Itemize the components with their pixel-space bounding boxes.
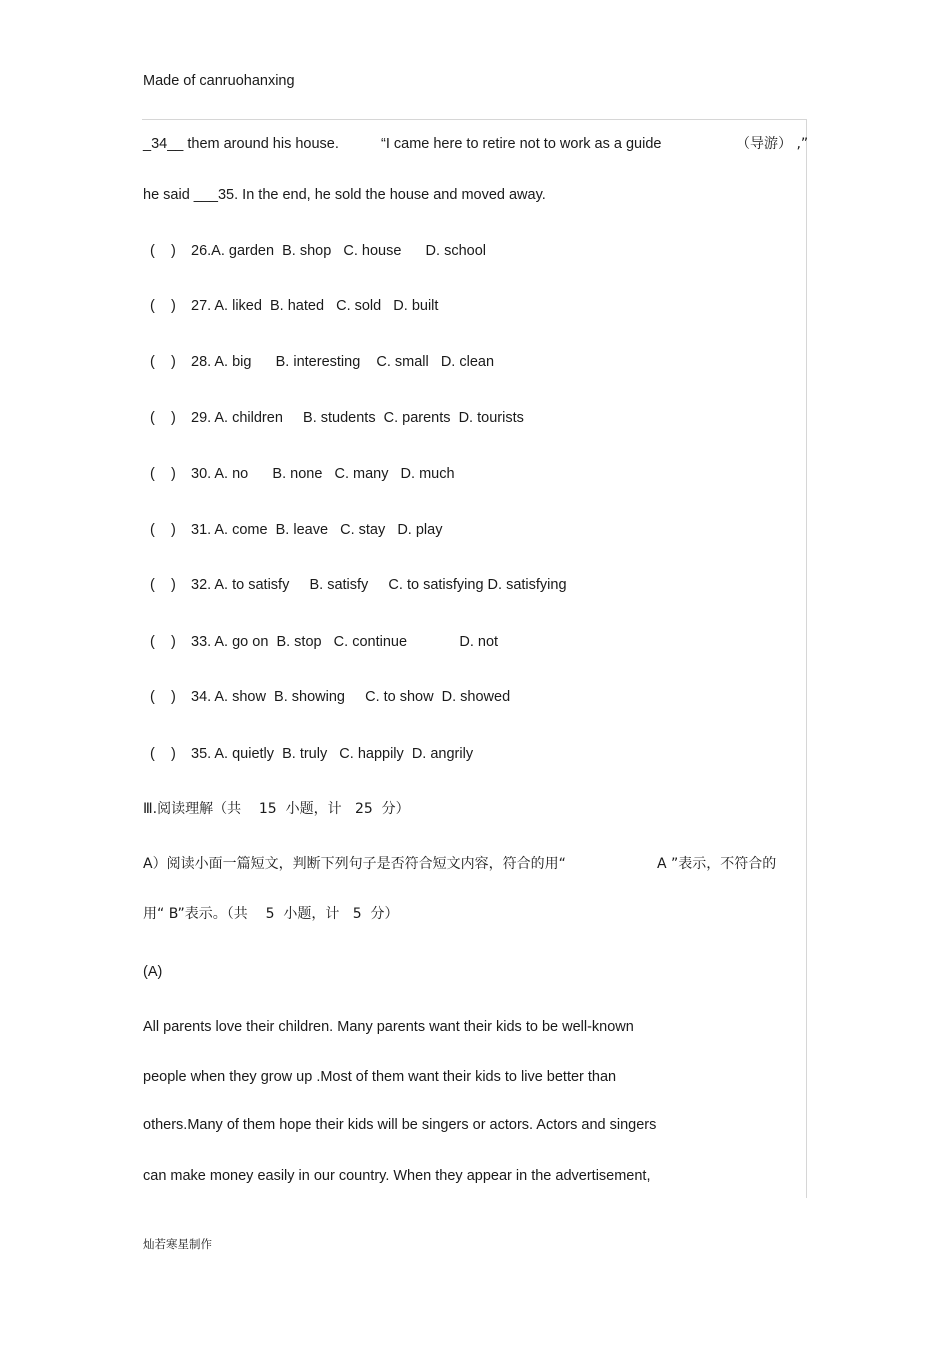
question-32	[150, 576, 567, 594]
section-title: Ⅲ.阅读理解（共 15 小题，计 25 分）	[143, 801, 410, 817]
answer-bracket[interactable]: ( )	[150, 522, 176, 538]
section-a-instructions-1b: A ”表示，不符合的	[657, 856, 777, 872]
answer-bracket[interactable]: ( )	[150, 689, 176, 705]
question-35	[150, 745, 473, 763]
section-a-instructions-2: 用“ B”表示。（共 5 小题，计 5 分）	[143, 906, 399, 922]
question-text: 34. A. show B. showing C. to show D. showed	[191, 689, 511, 705]
answer-bracket[interactable]: ( )	[150, 354, 176, 370]
section-a-instructions-1a: A）阅读小面一篇短文，判断下列句子是否符合短文内容，符合的用“	[143, 856, 566, 872]
question-29	[150, 409, 524, 427]
passage-text-line: can make money easily in our country. When they appear in the advertisement,	[143, 1168, 651, 1184]
passage-text-line: others.Many of them hope their kids will be singers or actors. Actors and singers	[143, 1117, 657, 1133]
question-text: 26.A. garden B. shop C. house D. school	[191, 243, 486, 259]
question-text: 32. A. to satisfy B. satisfy C. to satisfying D. satisfying	[191, 577, 567, 593]
answer-bracket[interactable]: ( )	[150, 577, 176, 593]
passage-line-1a: _34__ them around his house.	[143, 136, 339, 152]
answer-bracket[interactable]: ( )	[150, 298, 176, 314]
answer-bracket[interactable]: ( )	[150, 634, 176, 650]
passage-line-2: he said ___35. In the end, he sold the house and moved away.	[143, 187, 546, 203]
page-header: Made of canruohanxing	[143, 73, 295, 89]
question-text: 33. A. go on B. stop C. continue D. not	[191, 634, 499, 650]
page-frame	[142, 119, 807, 1198]
question-text: 27. A. liked B. hated C. sold D. built	[191, 298, 439, 314]
answer-bracket[interactable]: ( )	[150, 410, 176, 426]
question-26	[150, 242, 486, 260]
answer-bracket[interactable]: ( )	[150, 243, 176, 259]
question-27	[150, 297, 438, 315]
answer-bracket[interactable]: ( )	[150, 466, 176, 482]
question-text: 28. A. big B. interesting C. small D. clean	[191, 354, 495, 370]
passage-text-line: people when they grow up .Most of them want their kids to live better than	[143, 1069, 617, 1085]
page-footer: 灿若寒星制作	[143, 1237, 212, 1251]
answer-bracket[interactable]: ( )	[150, 746, 176, 762]
question-text: 35. A. quietly B. truly C. happily D. angrily	[191, 746, 474, 762]
question-34	[150, 688, 510, 706]
passage-line-1b: “I came here to retire not to work as a guide	[381, 136, 662, 152]
passage-text-line: All parents love their children. Many parents want their kids to be well-known	[143, 1019, 634, 1035]
question-text: 29. A. children B. students C. parents D. tourists	[191, 410, 524, 426]
passage-label: (A)	[143, 964, 163, 980]
question-31	[150, 521, 442, 539]
question-text: 30. A. no B. none C. many D. much	[191, 466, 455, 482]
question-28	[150, 353, 494, 371]
question-30	[150, 465, 455, 483]
question-text: 31. A. come B. leave C. stay D. play	[191, 522, 443, 538]
question-33	[150, 633, 498, 651]
passage-line-1c: （导游） ,”	[736, 136, 809, 152]
